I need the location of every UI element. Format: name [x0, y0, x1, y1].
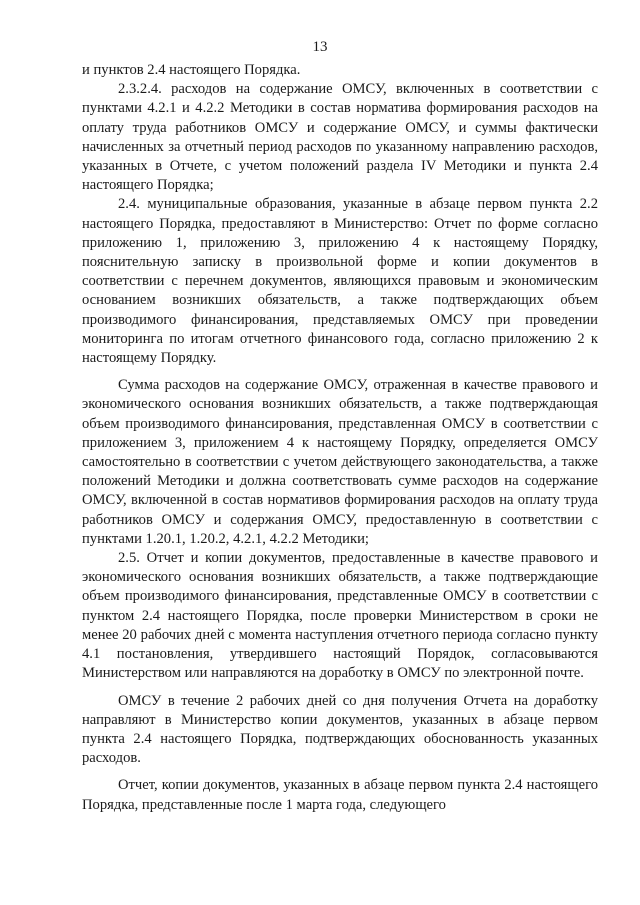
document-body [82, 61, 598, 815]
paragraph-2-5: 2.5. Отчет и копии документов, предоставленные в качестве правового и экономического основания возникших обязательств, а также подтверждающие объем производимого финансирования, представленные ОМСУ в соответствии с пунктом 2.4 настоящего Порядка, после проверки Министерством в сроки не менее 20 рабочих дней с момента наступления отчетного периода согласно пункту 4.1 постановления, утвердившего настоящий Порядок, согласовываются Министерством или направляются на доработку в ОМСУ по электронной почте. [82, 550, 598, 682]
paragraph-2-3-2-4: 2.3.2.4. расходов на содержание ОМСУ, включенных в соответствии с пунктами 4.2.1 и 4.2.2 Методики в состав норматива формирования расходов на оплату труда работников ОМСУ и содержание ОМСУ, и суммы фактически начисленных за отчетный период расходов по указанному направлению расходов, указанных в Отчете, с учетом положений раздела IV Методики и пункта 2.4 настоящего Порядка; [82, 81, 598, 194]
paragraph-omsu-rework: ОМСУ в течение 2 рабочих дней со дня получения Отчета на доработку направляют в Министерство копии документов, указанных в абзаце первом пункта 2.4 настоящего Порядка, подтверждающих обоснованность указанных расходов. [82, 692, 598, 767]
paragraph-continuation: и пунктов 2.4 настоящего Порядка. [82, 62, 301, 78]
paragraph-omsu-expenses-sum: Сумма расходов на содержание ОМСУ, отраженная в качестве правового и экономического основания возникших обязательств, а также подтверждающая объем производимого финансирования, представленная ОМСУ в соответствии с приложением 3, приложением 4 к настоящему Порядку, определяется ОМСУ самостоятельно в соответствии с учетом действующего законодательства, а также положений Методики и должна соответствовать сумме расходов на содержание ОМСУ, включенной в состав нормативов формирования расходов на оплату труда работников ОМСУ и содержания ОМСУ, предоставленную в соответствии с пунктами 1.20.1, 1.20.2, 4.2.1, 4.2.2 Методики; [82, 377, 598, 547]
page-number: 13 [312, 39, 328, 55]
paragraph-2-4: 2.4. муниципальные образования, указанные в абзаце первом пункта 2.2 настоящего Порядка, предоставляют в Министерство: Отчет по форме согласно приложению 1, приложению 3, приложению 4 к настоящему Порядку, пояснительную записку в произвольной форме и копии документов в соответствии с перечнем документов, являющихся правовым и экономическим основанием возникших обязательств, а также подтверждающих объем производимого финансирования, представляемых ОМСУ при проведении мониторинга по итогам отчетного финансового года, согласно приложению 2 к настоящему Порядку. [82, 196, 598, 367]
paragraph-late-report: Отчет, копии документов, указанных в абзаце первом пункта 2.4 настоящего Порядка, представленные после 1 марта года, следующего [82, 777, 598, 813]
